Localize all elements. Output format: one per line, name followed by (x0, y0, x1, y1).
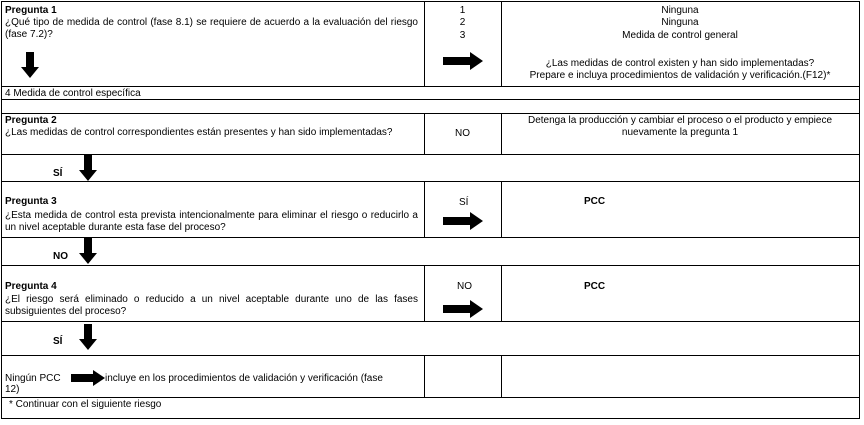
q4-down-label: SÍ (53, 336, 63, 347)
down-arrow-icon (79, 238, 97, 264)
footnote: * Continuar con el siguiente riesgo (9, 399, 162, 410)
border-bottom (1, 418, 860, 419)
border-top (1, 1, 860, 2)
col-divider (424, 181, 425, 238)
col-divider (501, 113, 502, 155)
down-arrow-icon (79, 155, 97, 181)
q1-note-line2: Prepare e incluya procedimientos de validación y verificación.(F12)* (529, 70, 831, 81)
col-divider (424, 265, 425, 322)
q1-note-line1: ¿Las medidas de control existen y han sido implementadas? (545, 58, 815, 69)
row-divider (1, 237, 860, 238)
final-prefix: Ningún PCC (5, 373, 61, 384)
q1-option-3: 3 (459, 30, 466, 41)
q3-answer: SÍ (459, 197, 469, 208)
q1-title: Pregunta 1 (5, 5, 57, 16)
q1-option-1: 1 (459, 5, 466, 16)
q2-title: Pregunta 2 (5, 115, 57, 126)
right-arrow-icon (443, 300, 483, 318)
q1-option-3-label: Medida de control general (622, 30, 738, 41)
final-suffix: incluye en los procedimientos de validación y verificación (fase (105, 373, 383, 384)
q3-title: Pregunta 3 (5, 196, 57, 207)
right-arrow-icon (443, 52, 483, 70)
col-divider (501, 265, 502, 322)
q2-result: Detenga la producción y cambiar el proceso o el producto y empiece nuevamente la pregunta 1 (527, 115, 833, 138)
row-divider (1, 321, 860, 322)
row-divider (1, 397, 860, 398)
right-arrow-icon (443, 212, 483, 230)
q3-text: ¿Esta medida de control esta prevista intencionalmente para eliminar el riesgo o reducirlo a un nivel aceptable durante esta fase del proceso? (5, 210, 418, 233)
row-divider (1, 154, 860, 155)
row-divider (1, 265, 860, 266)
q4-text: ¿El riesgo será eliminado o reducido a un nivel aceptable durante uno de las fases subsiguientes del proceso? (5, 294, 418, 317)
q1-option-2: 2 (459, 17, 466, 28)
right-arrow-icon (71, 370, 105, 386)
q4-title: Pregunta 4 (5, 281, 57, 292)
row-divider (1, 181, 860, 182)
q2-answer: NO (455, 128, 470, 139)
border-right (859, 1, 860, 419)
col-divider (424, 355, 425, 398)
q2-text: ¿Las medidas de control correspondientes están presentes y han sido implementadas? (5, 127, 393, 138)
q2-down-label: SÍ (53, 168, 63, 179)
border-left (1, 1, 2, 419)
row-divider (1, 113, 860, 114)
q3-down-label: NO (53, 251, 68, 262)
down-arrow-icon (79, 324, 97, 350)
q3-result: PCC (584, 196, 606, 207)
q4-answer: NO (457, 281, 472, 292)
q1-option-1-label: Ninguna (661, 5, 699, 16)
q1-option-4: 4 Medida de control específica (5, 88, 141, 99)
q1-option-2-label: Ninguna (661, 17, 699, 28)
col-divider (501, 181, 502, 238)
final-suffix-line2: 12) (5, 384, 20, 395)
row-divider (1, 355, 860, 356)
q1-text: ¿Qué tipo de medida de control (fase 8.1) se requiere de acuerdo a la evaluación del riesgo (fase 7.2)? (5, 17, 418, 40)
q4-result: PCC (584, 281, 606, 292)
down-arrow-icon (21, 52, 39, 78)
row-divider (1, 86, 860, 87)
col-divider (501, 355, 502, 398)
